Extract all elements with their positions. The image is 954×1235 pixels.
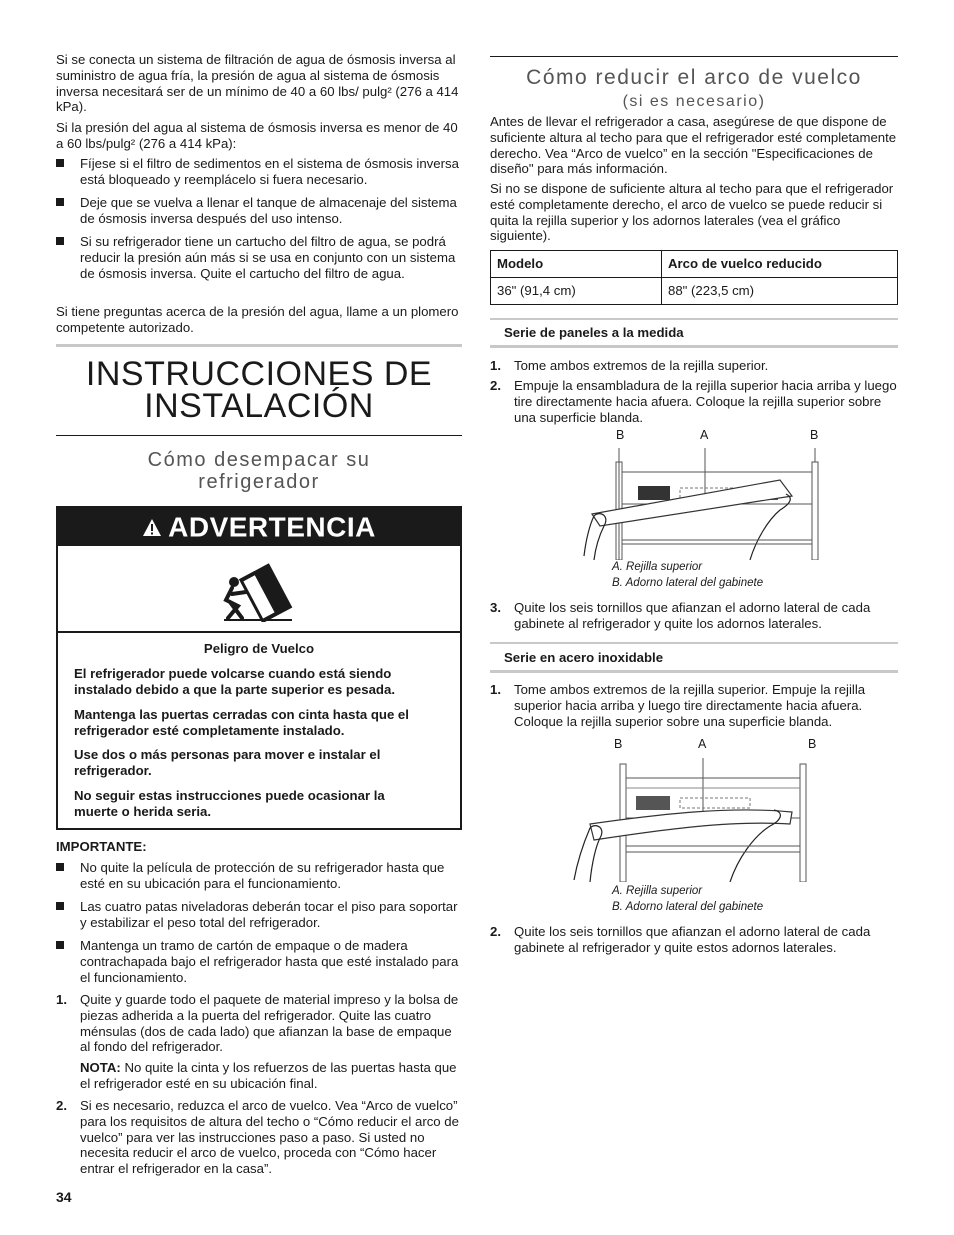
- divider: [490, 56, 898, 57]
- table-cell: 88" (223,5 cm): [662, 278, 898, 305]
- step-2: 2. Empuje la ensambladura de la rejilla superior hacia arriba y luego tire directamente hacia afuera. Coloque la rejilla superior sobre una superficie blanda.: [490, 378, 897, 425]
- tip-over-hazard-icon: [220, 558, 296, 626]
- warning-line: Mantenga las puertas cerradas con cinta hasta que el refrigerador esté completamente instalado.: [74, 707, 409, 738]
- paragraph-ceiling: Antes de llevar el refrigerador a casa, asegúrese de que dispone de suficiente altura al techo para que el refrigerador esté completamente derecho. Vea “Arco de vuelco” en la sección "Especificaciones de diseño" para más información.: [490, 114, 897, 177]
- warning-header: ADVERTENCIA: [58, 508, 460, 544]
- divider: [490, 642, 898, 644]
- tip-arc-table: [490, 250, 898, 305]
- warning-triangle-icon: [142, 510, 162, 546]
- table-header-row: [491, 251, 898, 278]
- table-cell: 36" (91,4 cm): [491, 278, 662, 305]
- important-label: IMPORTANTE:: [56, 839, 147, 854]
- warning-line: No seguir estas instrucciones puede ocasionar la muerte o herida seria.: [74, 788, 385, 819]
- section-title-unpack: Cómo desempacar su refrigerador: [147, 449, 371, 493]
- step-2: 2. Si es necesario, reduzca el arco de vuelco. Vea “Arco de vuelco” para los requisitos de altura del techo o “Cómo reducir el arco de vuelco” para ver las instrucciones paso a paso. Si usted no necesita reducir el arco de vuelco, proceda con “Cómo hacer entrar el refrigerador en la casa”.: [56, 1098, 459, 1177]
- divider: [56, 435, 462, 436]
- table-header: Modelo: [491, 251, 662, 278]
- list-item: No quite la película de protección de su refrigerador hasta que esté en su ubicación para el funcionamiento.: [56, 860, 462, 892]
- list-item: Mantenga un tramo de cartón de empaque o de madera contrachapada bajo el refrigerador hasta que esté instalado para el funcionamiento.: [56, 938, 462, 985]
- note: NOTA: No quite la cinta y los refuerzos de las puertas hasta que el refrigerador esté en su ubicación final.: [80, 1060, 457, 1091]
- divider: [58, 631, 460, 633]
- page-number: 34: [56, 1189, 72, 1205]
- step-2: 2. Quite los seis tornillos que afianzan el adorno lateral de cada gabinete al refrigerador y quite estos adornos laterales.: [490, 924, 871, 955]
- table-row: [491, 278, 898, 305]
- warning-title: Peligro de Vuelco: [203, 641, 315, 656]
- figure-label: B: [614, 737, 623, 751]
- warning-line: El refrigerador puede volcarse cuando está siendo instalado debido a que la parte superior es pesada.: [74, 666, 395, 697]
- figure-label: A: [698, 737, 707, 751]
- bullet-icon: [56, 198, 64, 206]
- divider: [56, 344, 462, 347]
- figure-label: A: [700, 428, 709, 442]
- list-item: Fíjese si el filtro de sedimentos en el sistema de ósmosis inversa está bloqueado y reemplácelo si fuera necesario.: [56, 156, 462, 188]
- table-header: Arco de vuelco reducido: [662, 251, 898, 278]
- divider: [490, 345, 898, 348]
- section-heading: Serie de paneles a la medida: [504, 325, 684, 340]
- step-1: 1. Quite y guarde todo el paquete de material impreso y la bolsa de piezas adherida a la puerta del refrigerador. Quite las cuatro ménsulas (dos de cada lado) que afianzan la base de empaque al fondo del refrigerador.: [56, 992, 459, 1055]
- divider: [490, 318, 898, 320]
- grille-removal-illustration: [580, 444, 820, 560]
- step-1: 1. Tome ambos extremos de la rejilla superior. Empuje la rejilla superior hacia arriba y luego tire directamente hacia afuera. Coloque la rejilla superior sobre una superficie blanda.: [490, 682, 866, 729]
- warning-box: [56, 506, 462, 830]
- section-title-tip-arc: Cómo reducir el arco de vuelco: [526, 66, 862, 89]
- warning-line: Use dos o más personas para mover e instalar el refrigerador.: [74, 747, 381, 778]
- section-heading: Serie en acero inoxidable: [504, 650, 664, 665]
- list-item: Deje que se vuelva a llenar el tanque de almacenaje del sistema de ósmosis inversa después del uso intenso.: [56, 195, 462, 227]
- paragraph-low-pressure: Si la presión del agua al sistema de ósmosis inversa es menor de 40 a 60 lbs/pulg² (276 a 414 kPa):: [56, 120, 458, 151]
- bullet-icon: [56, 902, 64, 910]
- section-subtitle: (si es necesario): [622, 93, 766, 110]
- bullet-icon: [56, 941, 64, 949]
- figure-label: B: [810, 428, 819, 442]
- list-item: Las cuatro patas niveladoras deberán tocar el piso para soportar y estabilizar el peso total del refrigerador.: [56, 899, 462, 931]
- page-title: INSTRUCCIONES DE INSTALACIÓN: [85, 355, 433, 425]
- list-item: Si su refrigerador tiene un cartucho del filtro de agua, se podrá reducir la presión aún más si se usa en conjunto con un sistema de ósmosis inversa. Quite el cartucho del filtro de agua.: [56, 234, 462, 281]
- bullet-icon: [56, 159, 64, 167]
- paragraph-reduce: Si no se dispone de suficiente altura al techo para que el refrigerador esté completamente derecho, el arco de vuelco se puede reducir si quita la rejilla superior y los adornos laterales (vea el gráfico siguiente).: [490, 181, 894, 244]
- step-3: 3. Quite los seis tornillos que afianzan el adorno lateral de cada gabinete al refrigerador y quite los adornos laterales.: [490, 600, 871, 631]
- grille-removal-illustration: [570, 754, 810, 882]
- figure-caption: A. Rejilla superior: [612, 561, 703, 573]
- divider: [490, 670, 898, 673]
- figure-label: B: [808, 737, 817, 751]
- figure-label: B: [616, 428, 625, 442]
- figure-caption: A. Rejilla superior: [612, 885, 703, 897]
- figure-caption: B. Adorno lateral del gabinete: [612, 577, 764, 589]
- divider: [58, 544, 460, 546]
- bullet-icon: [56, 863, 64, 871]
- paragraph-plumber: Si tiene preguntas acerca de la presión del agua, llame a un plomero competente autorizado.: [56, 304, 459, 335]
- paragraph-ro-pressure: Si se conecta un sistema de filtración de agua de ósmosis inversa al suministro de agua fría, la presión de agua al sistema de ósmosis inversa necesitará ser de un mínimo de 40 a 60 lbs/ pulg² (276 a 414 kPa).: [56, 52, 459, 115]
- bullet-icon: [56, 237, 64, 245]
- figure-caption: B. Adorno lateral del gabinete: [612, 901, 764, 913]
- step-1: 1. Tome ambos extremos de la rejilla superior.: [490, 358, 769, 373]
